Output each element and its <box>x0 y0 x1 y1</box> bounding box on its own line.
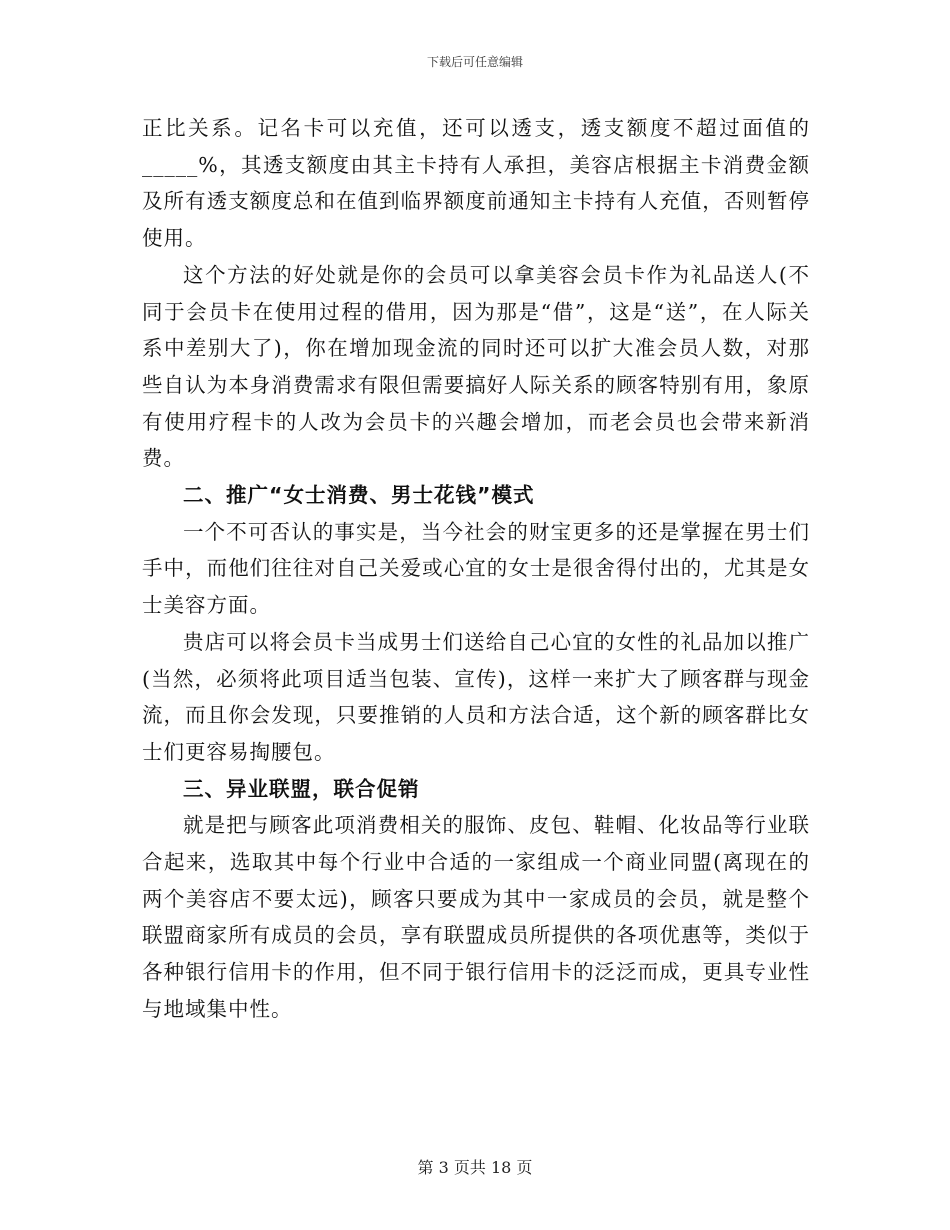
paragraph-men-wealth: 一个不可否认的事实是，当今社会的财宝更多的还是掌握在男士们手中，而他们往往对自己关爱或心宜的女士是很舍得付出的，尤其是女士美容方面。 <box>142 519 810 618</box>
paragraph-continuation: 正比关系。记名卡可以充值，还可以透支，透支额度不超过面值的_____%，其透支额度由其主卡持有人承担，美容店根据主卡消费金额及所有透支额度总和在值到临界额度前通知主卡持有人充值，否则暂停使用。 <box>142 116 810 251</box>
page-footer: 第 3 页共 18 页 <box>417 1158 533 1177</box>
paragraph-promote-card: 贵店可以将会员卡当成男士们送给自己心宜的女性的礼品加以推广(当然，必须将此项目适当包装、宣传)，这样一来扩大了顾客群与现金流，而且你会发现，只要推销的人员和方法合适，这个新的顾客群比女士们更容易掏腰包。 <box>142 629 810 764</box>
section-heading-3: 三、异业联盟，联合促销 <box>183 776 420 801</box>
section-heading-2: 二、推广“女士消费、男士花钱”模式 <box>183 483 535 508</box>
paragraph-alliance: 就是把与顾客此项消费相关的服饰、皮包、鞋帽、化妆品等行业联合起来，选取其中每个行业中合适的一家组成一个商业同盟(离现在的两个美容店不要太远)，顾客只要成为其中一家成员的会员，就是整个联盟商家所有成员的会员，享有联盟成员所提供的各项优惠等，类似于各种银行信用卡的作用，但不同于银行信用卡的泛泛而成，更具专业性与地域集中性。 <box>142 813 810 1021</box>
page-header: 下载后可任意编辑 <box>426 55 523 69</box>
paragraph-gift-benefit: 这个方法的好处就是你的会员可以拿美容会员卡作为礼品送人(不同于会员卡在使用过程的借用，因为那是“借”，这是“送”，在人际关系中差别大了)，你在增加现金流的同时还可以扩大准会员人数，对那些自认为本身消费需求有限但需要搞好人际关系的顾客特别有用，象原有使用疗程卡的人改为会员卡的兴趣会增加，而老会员也会带来新消费。 <box>142 262 810 471</box>
document-body <box>142 110 810 1028</box>
